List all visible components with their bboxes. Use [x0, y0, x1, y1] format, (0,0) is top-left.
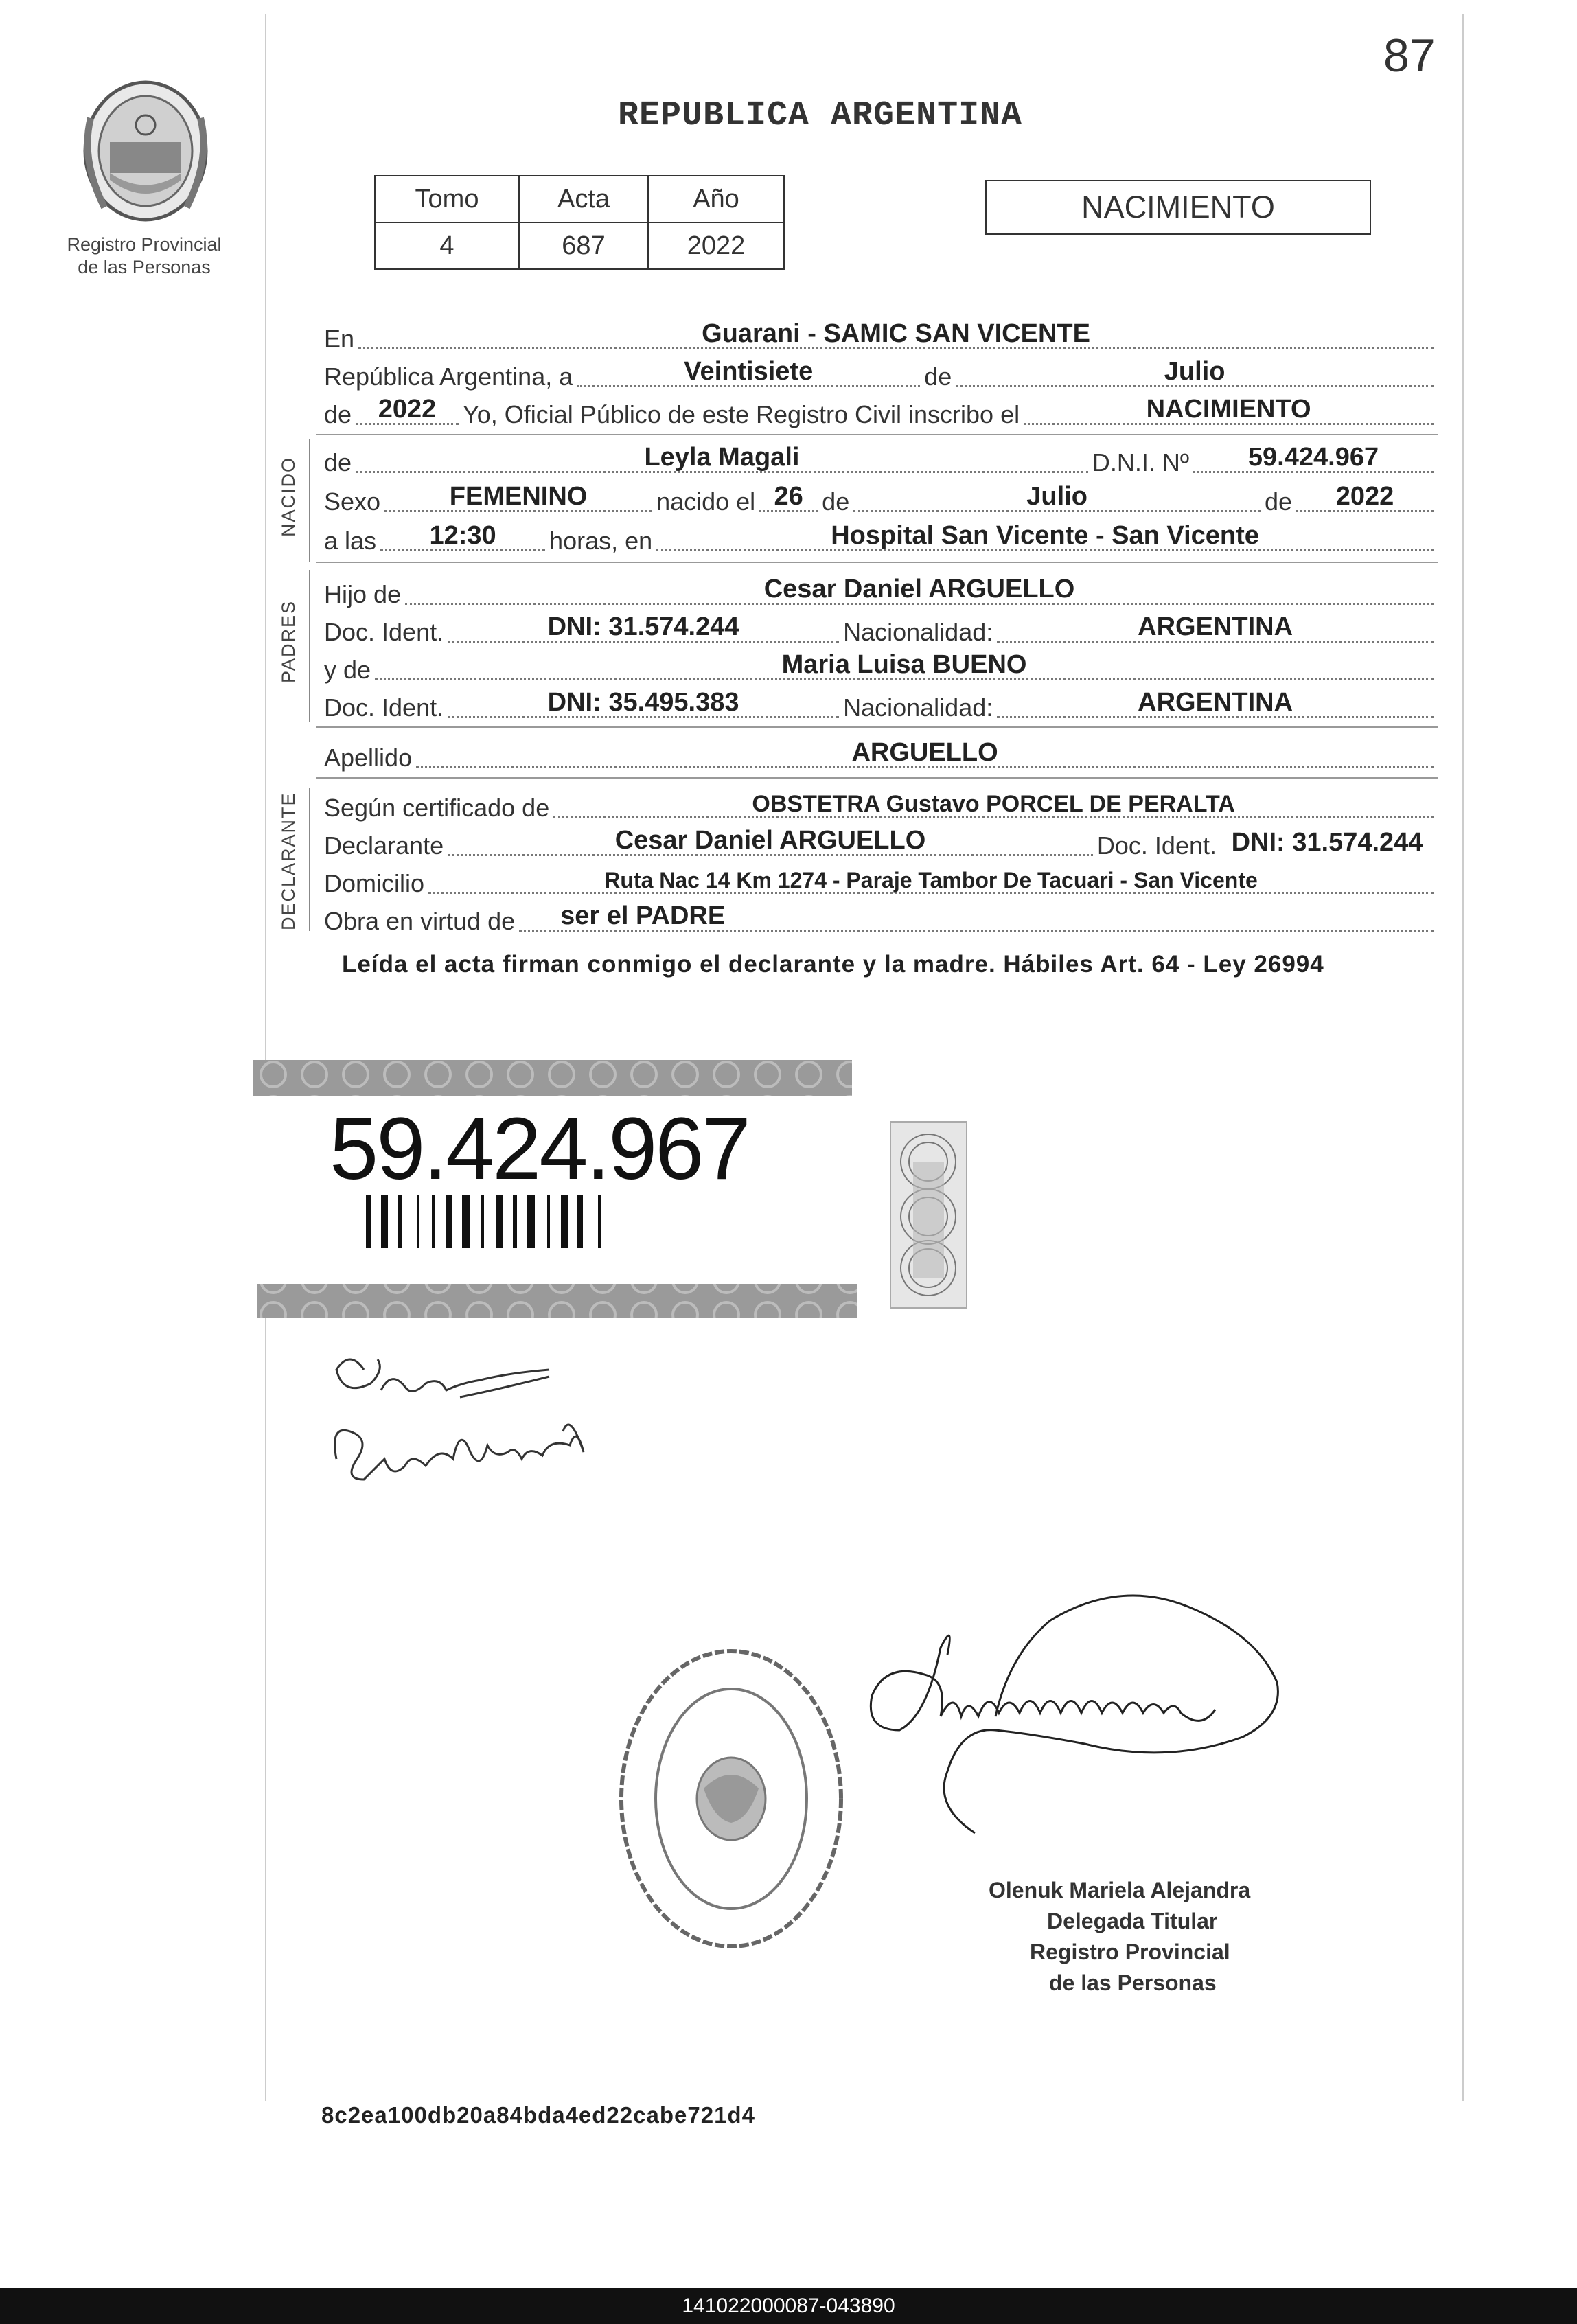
row-name: de Leyla Magali D.N.I. Nº 59.424.967: [324, 443, 1438, 480]
declarant-signatures: [323, 1342, 625, 1507]
address-value: Ruta Nac 14 Km 1274 - Paraje Tambor De Tacuari - San Vicente: [604, 868, 1258, 893]
row-capacity: Obra en virtud de ser el PADRE: [324, 901, 1438, 939]
barcode-bar: [527, 1195, 535, 1248]
document-hash: 8c2ea100db20a84bda4ed22cabe721d4: [321, 2102, 755, 2128]
barcode-bar: [366, 1195, 371, 1248]
closing-note: Leída el acta firman conmigo el declarante y la madre. Hábiles Art. 64 - Ley 26994: [342, 951, 1324, 978]
row-mother: y de Maria Luisa BUENO: [324, 650, 1438, 687]
row-certificate: Según certificado de OBSTETRA Gustavo PORCEL DE PERALTA: [324, 788, 1438, 825]
apellido-value: ARGUELLO: [851, 738, 998, 767]
row-time-place: a las 12:30 horas, en Hospital San Vicente - San Vicente: [324, 521, 1438, 558]
official-org-line1: Registro Provincial: [1030, 1940, 1230, 1964]
month-value: Julio: [1164, 357, 1225, 386]
day-words-value: Veintisiete: [684, 357, 814, 386]
year-value: 2022: [378, 395, 437, 424]
father-name-value: Cesar Daniel ARGUELLO: [763, 575, 1075, 603]
section-label-declarante: DECLARANTE: [278, 792, 299, 930]
barcode-bar: [547, 1195, 550, 1248]
mother-nationality-value: ARGENTINA: [1138, 688, 1293, 717]
child-dni-value: 59.424.967: [1247, 443, 1379, 472]
footer-code: 141022000087-043890: [682, 2294, 895, 2317]
barcode-bar: [598, 1195, 601, 1248]
section-label-nacido: NACIDO: [278, 456, 299, 537]
barcode-bar: [417, 1195, 419, 1248]
barcode-bar: [462, 1195, 470, 1248]
place-value: Guarani - SAMIC SAN VICENTE: [702, 319, 1090, 348]
header-tomo: Tomo: [375, 176, 519, 222]
barcode-bar: [513, 1195, 517, 1248]
row-mother-doc: Doc. Ident. DNI: 35.495.383 Nacionalidad: ARGENTINA: [324, 688, 1438, 725]
header-acta: Acta: [519, 176, 648, 222]
dni-sticker: [253, 1057, 857, 1318]
section-label-padres: PADRES: [278, 599, 299, 683]
barcode-bar: [398, 1195, 402, 1248]
barcode-bar: [446, 1195, 452, 1248]
row-father: Hijo de Cesar Daniel ARGUELLO: [324, 575, 1438, 612]
record-type-box: NACIMIENTO: [985, 180, 1371, 235]
registry-label: Registro Provincial de las Personas: [67, 234, 222, 277]
value-tomo: 4: [375, 222, 519, 269]
barcode-bar: [577, 1195, 583, 1248]
right-margin-rule: [1462, 14, 1464, 2101]
official-round-stamp: [611, 1641, 851, 1957]
row-place: En Guarani - SAMIC SAN VICENTE: [324, 319, 1438, 356]
mother-doc-value: DNI: 35.495.383: [547, 688, 739, 717]
child-name-value: Leyla Magali: [644, 443, 800, 472]
declarante-doc-value: DNI: 31.574.244: [1231, 828, 1423, 857]
page-number: 87: [1383, 30, 1436, 82]
row-declarante: Declarante Cesar Daniel ARGUELLO Doc. Ident. DNI: 31.574.244: [324, 826, 1438, 863]
row-address: Domicilio Ruta Nac 14 Km 1274 - Paraje Tambor De Tacuari - San Vicente: [324, 864, 1438, 901]
father-nationality-value: ARGENTINA: [1138, 612, 1293, 641]
value-anio: 2022: [648, 222, 784, 269]
security-hologram-icon: [889, 1120, 968, 1309]
row-date: República Argentina, a Veintisiete de Julio: [324, 357, 1438, 394]
barcode-bar: [561, 1195, 568, 1248]
row-year: de 2022 Yo, Oficial Público de este Registro Civil inscribo el NACIMIENTO: [324, 395, 1438, 432]
certificate-value: OBSTETRA Gustavo PORCEL DE PERALTA: [752, 791, 1235, 817]
inscribed-value: NACIMIENTO: [1146, 395, 1311, 424]
barcode-bar: [381, 1195, 388, 1248]
row-apellido: Apellido ARGUELLO: [324, 738, 1438, 775]
row-sex-birth: Sexo FEMENINO nacido el 26 de Julio de 2022: [324, 482, 1438, 519]
sticker-number: 59.424.967: [330, 1100, 749, 1198]
mother-name-value: Maria Luisa BUENO: [781, 650, 1027, 679]
record-table: [374, 175, 785, 270]
birth-hour-value: 12:30: [429, 521, 496, 550]
birth-month-value: Julio: [1026, 482, 1087, 511]
official-role: Delegada Titular: [1047, 1909, 1218, 1933]
official-org-line2: de las Personas: [1049, 1970, 1217, 1995]
official-signature: [858, 1579, 1352, 1840]
barcode-bar: [496, 1195, 503, 1248]
official-name: Olenuk Mariela Alejandra: [989, 1878, 1251, 1902]
barcode-bar: [481, 1195, 484, 1248]
footer-bar: [0, 2288, 1577, 2324]
value-acta: 687: [519, 222, 648, 269]
sex-value: FEMENINO: [449, 482, 588, 511]
document-title: REPUBLICA ARGENTINA: [618, 96, 1023, 135]
provincial-seal-icon: [77, 77, 214, 225]
row-father-doc: Doc. Ident. DNI: 31.574.244 Nacionalidad: ARGENTINA: [324, 612, 1438, 649]
capacity-value: ser el PADRE: [560, 901, 726, 930]
birth-day-value: 26: [774, 482, 803, 511]
birth-year-value: 2022: [1335, 482, 1394, 511]
declarante-name-value: Cesar Daniel ARGUELLO: [614, 826, 926, 855]
father-doc-value: DNI: 31.574.244: [547, 612, 739, 641]
barcode-bar: [432, 1195, 435, 1248]
header-anio: Año: [648, 176, 784, 222]
birth-place-value: Hospital San Vicente - San Vicente: [831, 521, 1259, 550]
